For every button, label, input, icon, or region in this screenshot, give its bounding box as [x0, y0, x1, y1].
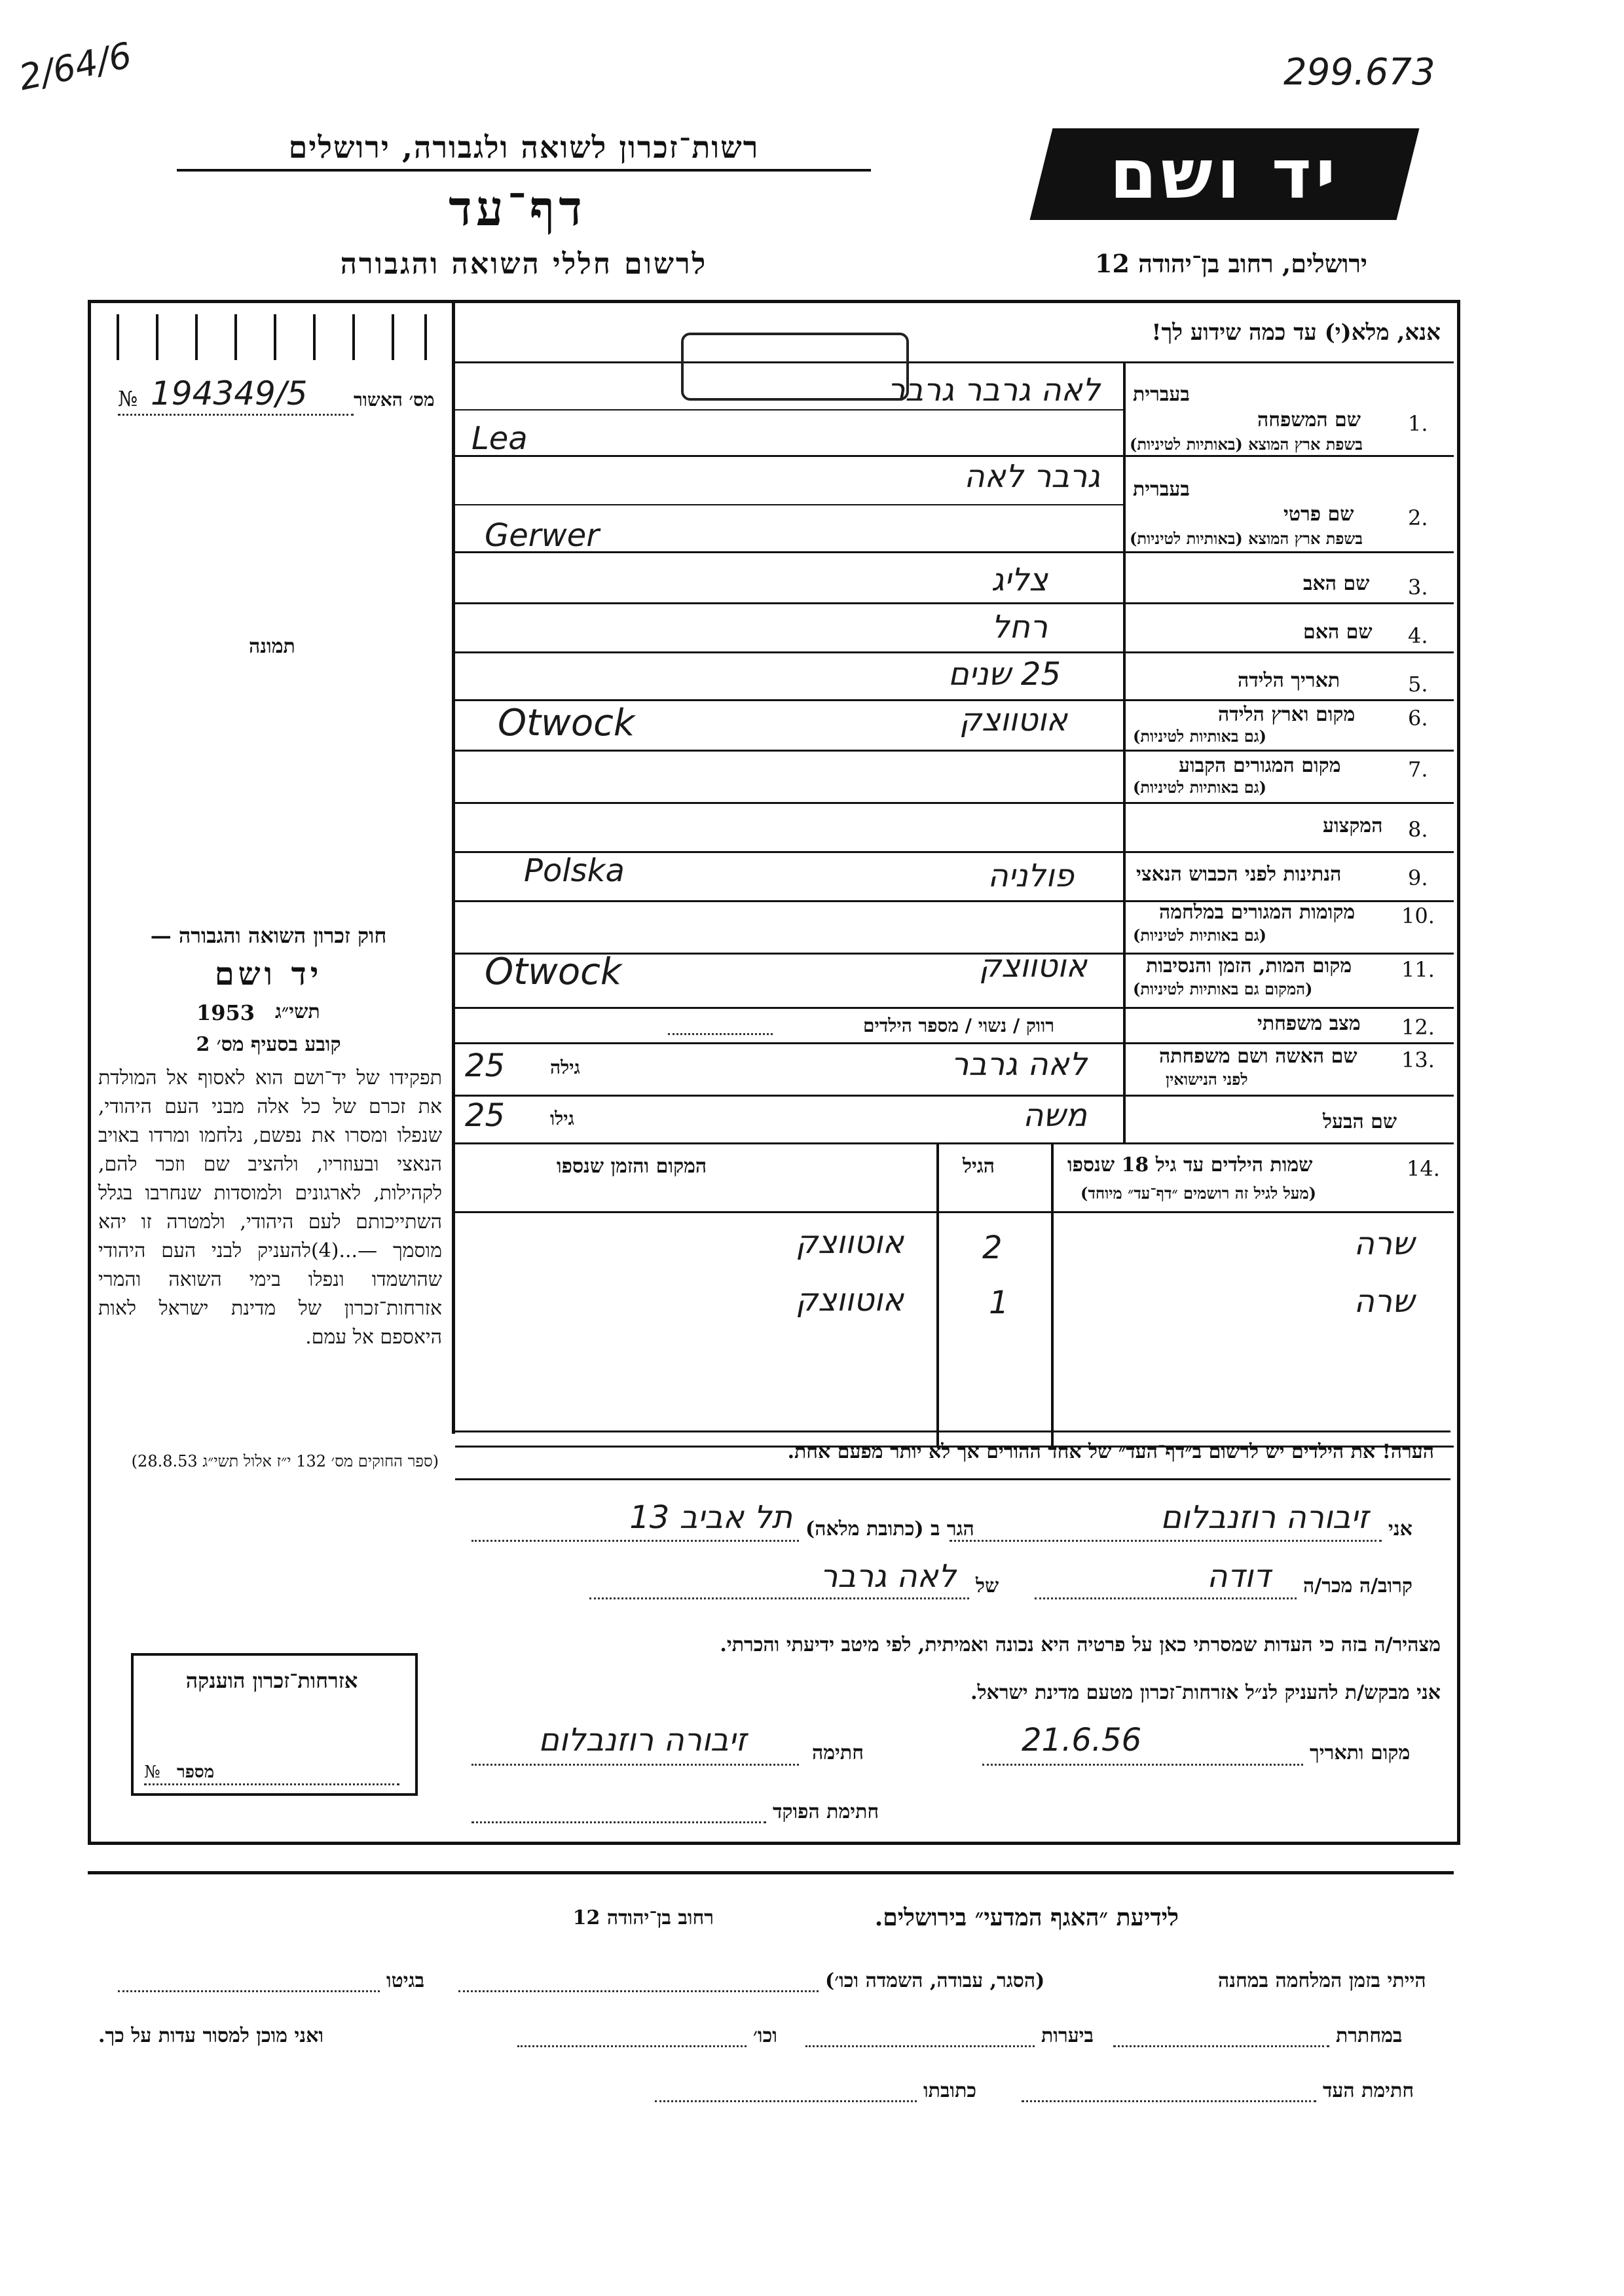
- approval-number: 194349/5: [151, 374, 308, 412]
- footer-address: רחוב בן־יהודה 12: [572, 1906, 714, 1929]
- law-ref: (ספר החוקים מס׳ 132 י״ז אלול תשי״ג 28.8.53): [131, 1452, 439, 1470]
- children-sub: (מעל לגיל זה רושמים ״דף־עד״ מיוחד): [1080, 1184, 1317, 1203]
- field-8-num: 8.: [1408, 817, 1428, 842]
- field-3-value: צליג: [991, 562, 1048, 598]
- field-10-num: 10.: [1401, 903, 1435, 928]
- husband-label: שם הבעל: [1323, 1110, 1397, 1133]
- decl-signature-label: חתימה: [812, 1741, 864, 1764]
- label-column-divider: [1123, 363, 1126, 1142]
- decl-signature-value: זיבורה רוזנבלום: [538, 1722, 747, 1758]
- decl-relation-value: דודה: [1207, 1558, 1270, 1595]
- footer-line2-b: ביערות: [1041, 2024, 1094, 2047]
- field-6-label: מקום וארץ הלידה: [1218, 703, 1356, 726]
- margin-note-left: 2/64/6: [15, 34, 136, 99]
- instruction: אנא, מלא(י) עד כמה שידוע לך!: [1151, 319, 1441, 346]
- org-underline: [177, 169, 871, 172]
- child-1-age: 2: [982, 1230, 1003, 1266]
- field-13-label: שם האשה ושם משפחתה: [1159, 1045, 1357, 1068]
- field-1-lang: בעברית: [1133, 383, 1190, 406]
- field-2-hebrew: גרבר לאה: [964, 458, 1100, 495]
- children-place-header: המקום והזמן שנספו: [557, 1155, 707, 1178]
- husband-value: משה: [1023, 1097, 1087, 1134]
- field-2-latin: Gerwer: [485, 517, 599, 554]
- field-5-label: תאריך הלידה: [1238, 669, 1340, 692]
- footer-line1-c: בגיטו: [386, 1969, 425, 1992]
- decl-i-value: זיבורה רוזנבלום: [1160, 1499, 1369, 1536]
- law-name: יד ושם: [214, 956, 323, 993]
- field-12-label: מצב משפחתי: [1257, 1012, 1361, 1035]
- footer-line2-c: וכו׳: [753, 2024, 777, 2047]
- field-2-label: שם פרטי: [1283, 503, 1354, 526]
- citizenship-number-label: מספר: [177, 1762, 215, 1782]
- field-1-num: 1.: [1408, 411, 1428, 436]
- husband-age-label: גילו: [550, 1108, 574, 1129]
- field-7-sub: (גם באותיות לטיניות): [1133, 778, 1267, 797]
- field-2-lang: בעברית: [1133, 478, 1190, 501]
- approval-prefix: №: [118, 386, 138, 411]
- child-1-name: שרה: [1354, 1226, 1414, 1262]
- field-6-latin: Otwock: [498, 702, 635, 744]
- child-1-place: אוטווצק: [796, 1224, 904, 1261]
- law-year: 1953: [196, 1000, 255, 1025]
- field-11-latin: Otwock: [485, 951, 622, 993]
- field-11-hebrew: אוטווצק: [979, 948, 1087, 985]
- children-header-rule: [455, 1211, 1454, 1213]
- footer-line1-b: (הסגר, עבודה, השמדה וכו׳): [825, 1969, 1045, 1992]
- field-7-num: 7.: [1408, 757, 1428, 782]
- child-2-place: אוטווצק: [796, 1282, 904, 1319]
- footer-line1-a: הייתי בזמן המלחמה במחנה: [1218, 1969, 1426, 1992]
- logo-text: יד ושם: [1109, 134, 1340, 214]
- decl-relation-label: קרוב/ה מכר/ה: [1303, 1575, 1412, 1597]
- instruction-rule: [455, 361, 1454, 363]
- footer-line3-a: חתימת העד: [1323, 2079, 1414, 2102]
- field-10-label: מקומות המגורים במלחמה: [1159, 901, 1356, 924]
- footer-line3-b: כתובתו: [923, 2079, 977, 2102]
- children-num: 14.: [1407, 1156, 1440, 1181]
- field-4-num: 4.: [1408, 623, 1428, 648]
- field-11-num: 11.: [1401, 957, 1435, 982]
- field-9-num: 9.: [1408, 866, 1428, 890]
- footer-title: לידיעת ״האגף המדעי״ בירושלים.: [874, 1904, 1179, 1931]
- field-7-label: מקום המגורים הקבוע: [1179, 754, 1341, 777]
- field-4-label: שם האם: [1303, 621, 1373, 644]
- law-text: תפקידו של יד־ושם הוא לאסוף אל המולדת את זכרם של כל אלה מבני העם היהודי, שנפלו ומסרו את נפשם, נלחמו ומרדו באויב הנאצי ובעוזריו, ולהציב שם וזכר להם, לקהילות, לארגונים ולמוסדות שנחרבו בגלל השתייכותם לעם היהודי, ולמטרה זו יהא מוסמך —...(4)להעניק לבני העם היהודי שהושמדו ונפלו בימי השואה והמרי אזרחות־זכרון של מדינת ישראל לאות היאספם אל עמם.: [98, 1066, 442, 1349]
- field-13-age: 25: [465, 1048, 506, 1084]
- decl-date-value: 21.6.56: [1022, 1722, 1142, 1758]
- law-title: חוק זכרון השואה והגבורה —: [150, 923, 387, 948]
- field-11-sub: (המקום גם באותיות לטיניות): [1133, 979, 1313, 998]
- field-12-num: 12.: [1401, 1015, 1435, 1040]
- decl-of-value: לאה גרבר: [820, 1558, 956, 1595]
- field-12-options: רווק / נשוי / מספר הילדים: [862, 1015, 1054, 1036]
- decl-of-label: של: [976, 1575, 999, 1597]
- org-line: רשות־זכרון לשואה ולגבורה, ירושלים: [288, 130, 760, 165]
- field-6-sub: (גם באותיות לטיניות): [1133, 727, 1267, 746]
- decl-residing-label: הגר ב (כתובת מלאה): [805, 1518, 974, 1540]
- field-9-latin: Polska: [524, 852, 625, 889]
- field-3-label: שם האב: [1303, 572, 1370, 595]
- tick-marks: [105, 314, 445, 360]
- decl-i-label: אני: [1388, 1518, 1412, 1540]
- field-8-label: המקצוע: [1323, 814, 1383, 837]
- margin-note-right: 299.673: [1283, 51, 1435, 94]
- field-9-label: הנתינות לפני הכבוש הנאצי: [1136, 863, 1342, 886]
- field-2-num: 2.: [1408, 505, 1428, 530]
- surname-bracket: [681, 333, 909, 401]
- photo-label: תמונה: [249, 635, 295, 658]
- field-2-sub: בשפת ארץ המוצא (באותיות לטיניות): [1130, 529, 1363, 548]
- children-col-divider-1: [1051, 1144, 1054, 1446]
- field-11-label: מקום המות, הזמן והנסיבות: [1146, 955, 1352, 977]
- form-subtitle: לרשום חללי השואה והגבורה: [340, 247, 708, 281]
- child-2-name: שרה: [1354, 1283, 1414, 1320]
- field-3-num: 3.: [1408, 575, 1428, 600]
- field-1-label: שם המשפחה: [1257, 409, 1361, 431]
- field-5-num: 5.: [1408, 672, 1428, 697]
- field-13-value: לאה גרבר: [951, 1046, 1087, 1083]
- field-5-value: 25 שנים: [948, 656, 1061, 693]
- footer-line2-a: במחתרת: [1336, 2024, 1403, 2047]
- citizenship-prefix: №: [144, 1762, 160, 1782]
- decl-address-value: תל אביב 13: [629, 1499, 792, 1536]
- children-label: שמות הילדים עד גיל 18 שנספו: [1067, 1154, 1313, 1176]
- field-13-age-label: גילה: [550, 1057, 580, 1078]
- sidebar-divider: [452, 301, 455, 1434]
- field-13-sub: לפני הנישואין: [1166, 1070, 1248, 1089]
- form-title: דף־עד: [449, 181, 586, 237]
- field-9-hebrew: פולניה: [987, 858, 1074, 894]
- husband-age: 25: [465, 1097, 506, 1134]
- child-2-age: 1: [989, 1285, 1009, 1321]
- decl-place-date-label: מקום ותאריך: [1310, 1741, 1411, 1764]
- field-1-sub: בשפת ארץ המוצא (באותיות לטיניות): [1130, 435, 1363, 454]
- law-hebyear: תשי״ג: [275, 1000, 320, 1023]
- field-13-num: 13.: [1401, 1048, 1435, 1072]
- field-1-hebrew: לאה גרבר גרבר: [887, 372, 1100, 409]
- law-clause: קובע בסעיף מס׳ 2: [196, 1033, 341, 1056]
- field-4-value: רחל: [991, 609, 1048, 646]
- children-col-divider-2: [936, 1144, 939, 1446]
- field-10-sub: (גם באותיות לטיניות): [1133, 926, 1267, 945]
- approval-dotted: [118, 414, 354, 416]
- note-text: הערה! את הילדים יש לרשום ב״דף־העד״ של אחד ההורים אך לא יותר מפעם אחת.: [787, 1440, 1434, 1463]
- citizenship-title: אזרחות־זכרון הוענקה: [185, 1668, 358, 1693]
- field-12-dotted: [668, 1033, 773, 1035]
- decl-request: אני מבקש/ת להעניק לנ״ל אזרחות־זכרון מטעם מדינת ישראל.: [970, 1681, 1441, 1704]
- header-address: ירושלים, רחוב בן־יהודה 12: [1095, 249, 1367, 278]
- children-age-header: הגיל: [963, 1155, 995, 1178]
- field-6-hebrew: אוטווצק: [959, 702, 1067, 738]
- field-6-num: 6.: [1408, 706, 1428, 731]
- approval-label: מס׳ האשור: [354, 389, 435, 410]
- decl-officer-label: חתימת הפוקד: [773, 1800, 879, 1823]
- field-1-latin: Lea: [471, 420, 528, 457]
- decl-statement: מצהיר/ה בזה כי העדות שמסרתי כאן על פרטיה היא נכונה ואמיתית, לפי מיטב ידיעתי והכרתי.: [720, 1633, 1441, 1656]
- footer-line2-d: ואני מוכן למסור עדות על כך.: [98, 2024, 324, 2047]
